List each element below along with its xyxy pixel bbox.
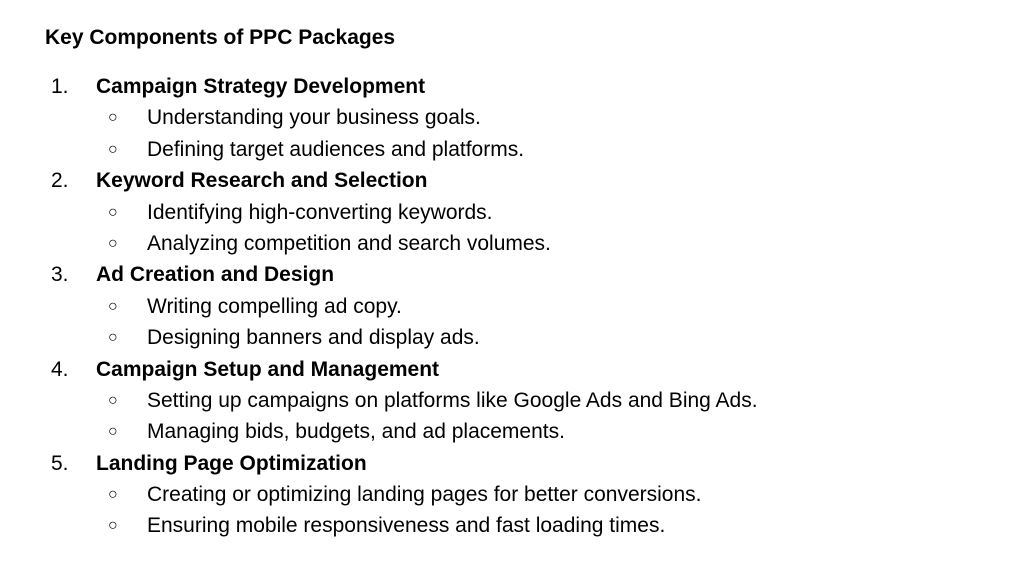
list-item: [0, 71, 1024, 102]
section-heading: Campaign Setup and Management: [96, 357, 440, 381]
hollow-bullet-icon: ○: [108, 297, 118, 315]
sub-item-text: Managing bids, budgets, and ad placements.: [147, 420, 565, 444]
hollow-bullet-icon: ○: [108, 486, 118, 504]
list-item: [0, 354, 1024, 385]
section-heading: Keyword Research and Selection: [96, 169, 428, 193]
hollow-bullet-icon: ○: [108, 329, 118, 347]
numbered-list: [0, 71, 1024, 542]
sub-item-text: Analyzing competition and search volumes.: [147, 231, 551, 255]
sub-item-text: Ensuring mobile responsiveness and fast loading times.: [147, 514, 666, 538]
list-number: 3.: [51, 263, 69, 287]
sub-list-item: [0, 416, 1024, 447]
hollow-bullet-icon: ○: [108, 203, 118, 221]
hollow-bullet-icon: ○: [108, 423, 118, 441]
section-heading: Campaign Strategy Development: [96, 75, 426, 98]
list-item: [0, 165, 1024, 196]
sub-item-text: Creating or optimizing landing pages for better conversions.: [147, 483, 702, 507]
list-number: 4.: [51, 357, 69, 381]
sub-item-text: Identifying high-converting keywords.: [147, 200, 493, 224]
sub-item-text: Setting up campaigns on platforms like Google Ads and Bing Ads.: [147, 388, 758, 412]
sub-list-item: [0, 197, 1024, 228]
list-item: [0, 448, 1024, 479]
sub-list-item: [0, 134, 1024, 165]
list-number: 1.: [51, 75, 69, 98]
list-number: 2.: [51, 169, 69, 193]
hollow-bullet-icon: ○: [108, 391, 118, 409]
sub-list-item: [0, 510, 1024, 541]
sub-item-text: Writing compelling ad copy.: [147, 294, 402, 318]
sub-list-item: [0, 385, 1024, 416]
document-title: Key Components of PPC Packages: [45, 26, 396, 49]
section-heading: Landing Page Optimization: [96, 451, 367, 475]
hollow-bullet-icon: ○: [108, 109, 118, 127]
sub-item-text: Understanding your business goals.: [147, 106, 481, 130]
sub-item-text: Defining target audiences and platforms.: [147, 137, 525, 161]
sub-list-item: [0, 291, 1024, 322]
hollow-bullet-icon: ○: [108, 517, 118, 535]
sub-item-text: Designing banners and display ads.: [147, 326, 480, 350]
section-heading: Ad Creation and Design: [96, 263, 335, 287]
hollow-bullet-icon: ○: [108, 140, 118, 158]
hollow-bullet-icon: ○: [108, 234, 118, 252]
sub-list-item: [0, 228, 1024, 259]
sub-list-item: [0, 322, 1024, 353]
list-number: 5.: [51, 451, 69, 475]
list-item: [0, 259, 1024, 290]
sub-list-item: [0, 102, 1024, 133]
sub-list-item: [0, 479, 1024, 510]
